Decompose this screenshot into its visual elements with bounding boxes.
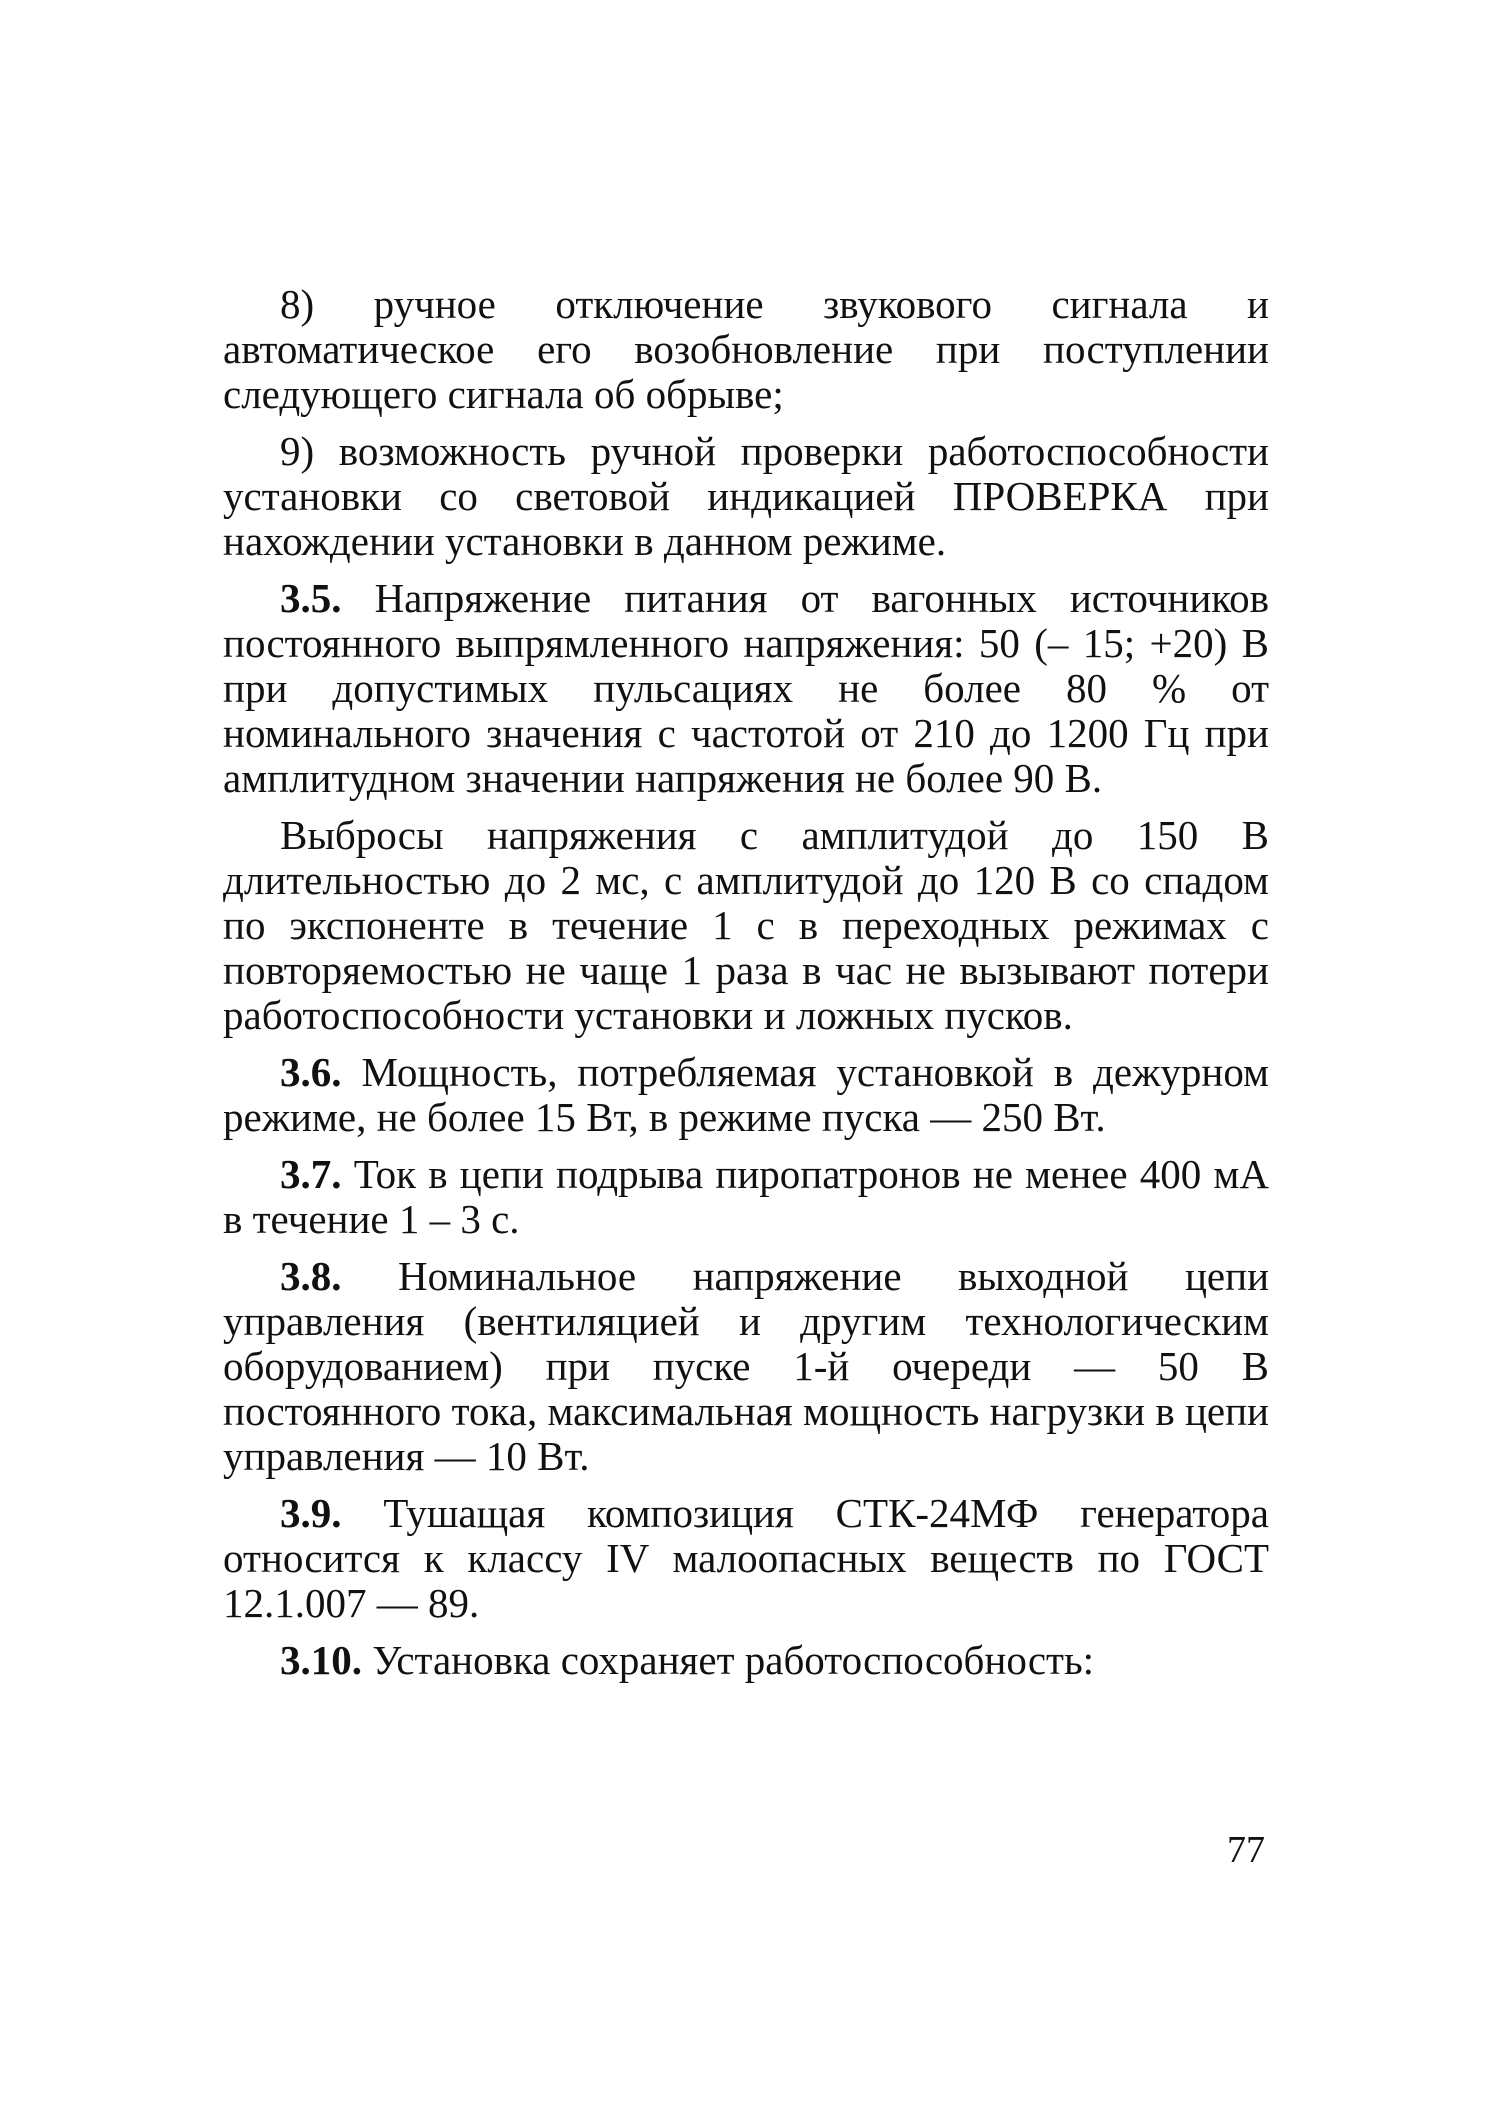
section-3-7 [223, 1152, 1269, 1242]
section-3-6 [223, 1050, 1269, 1140]
section-number: 3.8. [280, 1253, 342, 1299]
section-number: 3.10. [280, 1637, 362, 1683]
paragraph-text: Выбросы напряжения с амплитудой до 150 В длительностью до 2 мс, с амплитудой до 120 В со спадом по экспоненте в течение 1 с в переходных режимах с повторяемостью не чаще 1 раза в час не вызывают потери работоспособности установки и ложных пусков. [223, 812, 1269, 1038]
list-item-8 [223, 282, 1269, 417]
section-number: 3.7. [280, 1151, 342, 1197]
section-3-8 [223, 1254, 1269, 1479]
paragraph-text: Номинальное напряжение выходной цепи управления (вентиляцией и другим технологическим оборудованием) при пуске 1-й очереди — 50 В постоянного тока, максимальная мощность нагрузки в цепи управления — 10 Вт. [223, 1253, 1270, 1479]
paragraph-text: Тушащая композиция СТК-24МФ генератора относится к классу IV малоопасных веществ по ГОСТ 12.1.007 — 89. [223, 1490, 1269, 1626]
page-number: 77 [1227, 1829, 1265, 1871]
paragraph-text: Установка сохраняет работоспособность: [372, 1637, 1095, 1683]
body-text [223, 282, 1269, 1695]
section-number: 3.9. [280, 1490, 342, 1536]
paragraph-text: Мощность, потребляемая установкой в дежурном режиме, не более 15 Вт, в режиме пуска — 250 Вт. [223, 1049, 1270, 1140]
section-3-10 [223, 1638, 1269, 1683]
section-number: 3.5. [280, 575, 342, 621]
section-3-5 [223, 576, 1269, 801]
paragraph-text: Напряжение питания от вагонных источников постоянного выпрямленного напряжения: 50 (– 15; +20) В при допустимых пульсациях не более 80 % от номинального значения с частотой от 210 до 1200 Гц при амплитудном значении напряжения не более 90 В. [223, 575, 1269, 801]
paragraph-text: 9) возможность ручной проверки работоспособности установки со световой индикацией ПРОВЕРКА при нахождении установки в данном режиме. [223, 428, 1269, 564]
section-number: 3.6. [280, 1049, 342, 1095]
paragraph-text: Ток в цепи подрыва пиропатронов не менее 400 мА в течение 1 – 3 с. [223, 1151, 1269, 1242]
section-3-5-continuation [223, 813, 1269, 1038]
list-item-9 [223, 429, 1269, 564]
paragraph-text: 8) ручное отключение звукового сигнала и автоматическое его возобновление при поступлении следующего сигнала об обрыве; [223, 281, 1269, 417]
section-3-9 [223, 1491, 1269, 1626]
